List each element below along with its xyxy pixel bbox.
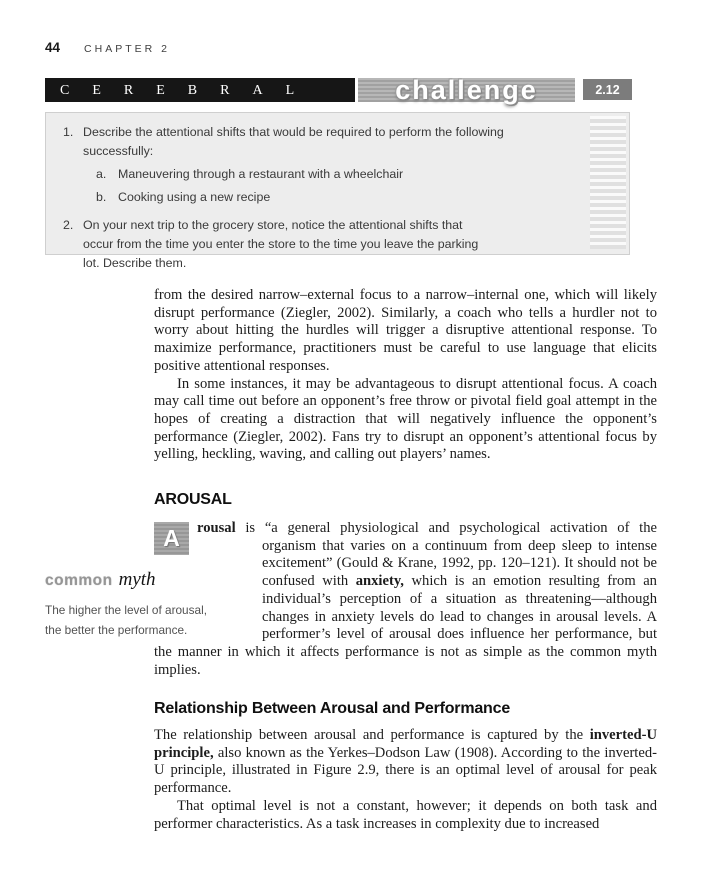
relationship-text-1: The relationship between arousal and performance is captured by the bbox=[154, 727, 590, 743]
relationship-section-heading: Relationship Between Arousal and Performance bbox=[154, 700, 511, 717]
arousal-bold-anxiety: anxiety, bbox=[355, 573, 404, 590]
banner-cerebral-label: CEREBRAL bbox=[45, 78, 355, 102]
challenge-subitem-b-number: b. bbox=[96, 190, 107, 204]
common-myth-text: The higher the level of arousal, the better the performance. bbox=[45, 603, 207, 637]
body-paragraphs-attention bbox=[154, 287, 657, 464]
challenge-subitem-a bbox=[96, 165, 538, 184]
arousal-text-1: is “a general physiological and psychological activation of the organism that varies on a continuum from deep sleep to intense excitement” (Gould & Krane, 1992, pp. 120–121). It should not be confused with bbox=[235, 520, 657, 590]
dropcap-letter: A bbox=[154, 522, 189, 555]
running-head bbox=[45, 40, 170, 55]
challenge-subitem-b-text: Cooking using a new recipe bbox=[118, 190, 271, 204]
challenge-subitem-b bbox=[96, 188, 538, 207]
paragraph-attention-1: from the desired narrow–external focus to a narrow–internal one, which will likely disrupt performance (Ziegler, 2002). Similarly, a coach who tells a hurdler not to worry about hitting the hurdles will trigger a disruptive attentional response. To maximize performance, practitioners must be careful to use language that elicits positive attentional responses. bbox=[154, 287, 657, 374]
challenge-item-2-text: On your next trip to the grocery store, notice the attentional shifts that occur from the time you enter the store to the time you leave the parking lot. Describe them. bbox=[83, 218, 479, 270]
common-myth-label-common: common bbox=[45, 572, 113, 589]
arousal-paragraph bbox=[154, 520, 657, 679]
challenge-item-1 bbox=[63, 123, 563, 207]
banner-challenge-segment bbox=[358, 75, 575, 105]
challenge-item-1-number: 1. bbox=[63, 125, 74, 139]
common-myth-note bbox=[45, 569, 215, 640]
cerebral-challenge-banner bbox=[45, 75, 632, 105]
banner-challenge-label: challenge bbox=[395, 75, 538, 105]
challenge-item-2 bbox=[63, 216, 563, 273]
challenge-item-2-number: 2. bbox=[63, 218, 74, 232]
relationship-paragraph-1 bbox=[154, 727, 657, 798]
paragraph-attention-2: In some instances, it may be advantageous to disrupt attentional focus. A coach may call time out before an opponent’s free throw or pivotal field goal attempt in the hopes of creating a distraction that will negatively influence the opponent’s performance (Ziegler, 2002). Fans try to disrupt an opponent’s attentional focus by yelling, heckling, waving, and calling out players’ names. bbox=[154, 375, 657, 463]
notebook-stripes-decoration bbox=[590, 116, 626, 249]
challenge-item-1-text: Describe the attentional shifts that would be required to perform the following successfully: bbox=[83, 125, 504, 158]
relationship-text-2: also known as the Yerkes–Dodson Law (1908). According to the inverted-U principle, illustrated in Figure 2.9, there is an optimal level of arousal for peak performance. bbox=[154, 744, 657, 797]
challenge-item-1-body bbox=[83, 123, 538, 207]
page-number: 44 bbox=[45, 40, 61, 55]
common-myth-title bbox=[45, 569, 215, 591]
relationship-bold-principle: inverted-U principle, bbox=[154, 727, 657, 761]
arousal-section-heading: AROUSAL bbox=[154, 491, 232, 508]
challenge-exercise-box bbox=[45, 112, 630, 270]
common-myth-label-myth: myth bbox=[118, 569, 156, 590]
banner-gap bbox=[575, 78, 583, 102]
arousal-text-2: which is an emotion resulting from an individual’s perception of a situation as threatening—although changes in anxiety levels do lead to changes in arousal levels. A performer’s level of arousal does influence her performance, but the manner in which it affects performance is not as simple as the common myth implies. bbox=[154, 573, 657, 678]
chapter-label: CHAPTER 2 bbox=[84, 43, 170, 55]
challenge-subitem-a-text: Maneuvering through a restaurant with a wheelchair bbox=[118, 167, 404, 181]
arousal-bold-lead: rousal bbox=[197, 520, 236, 536]
relationship-paragraphs bbox=[154, 727, 657, 833]
final-paragraph: That optimal level is not a constant, however; it depends on both task and performer characteristics. As a task increases in complexity due to increased bbox=[154, 797, 657, 832]
banner-number-badge: 2.12 bbox=[583, 79, 632, 100]
challenge-subitem-a-number: a. bbox=[96, 167, 107, 181]
challenge-items bbox=[63, 123, 563, 282]
